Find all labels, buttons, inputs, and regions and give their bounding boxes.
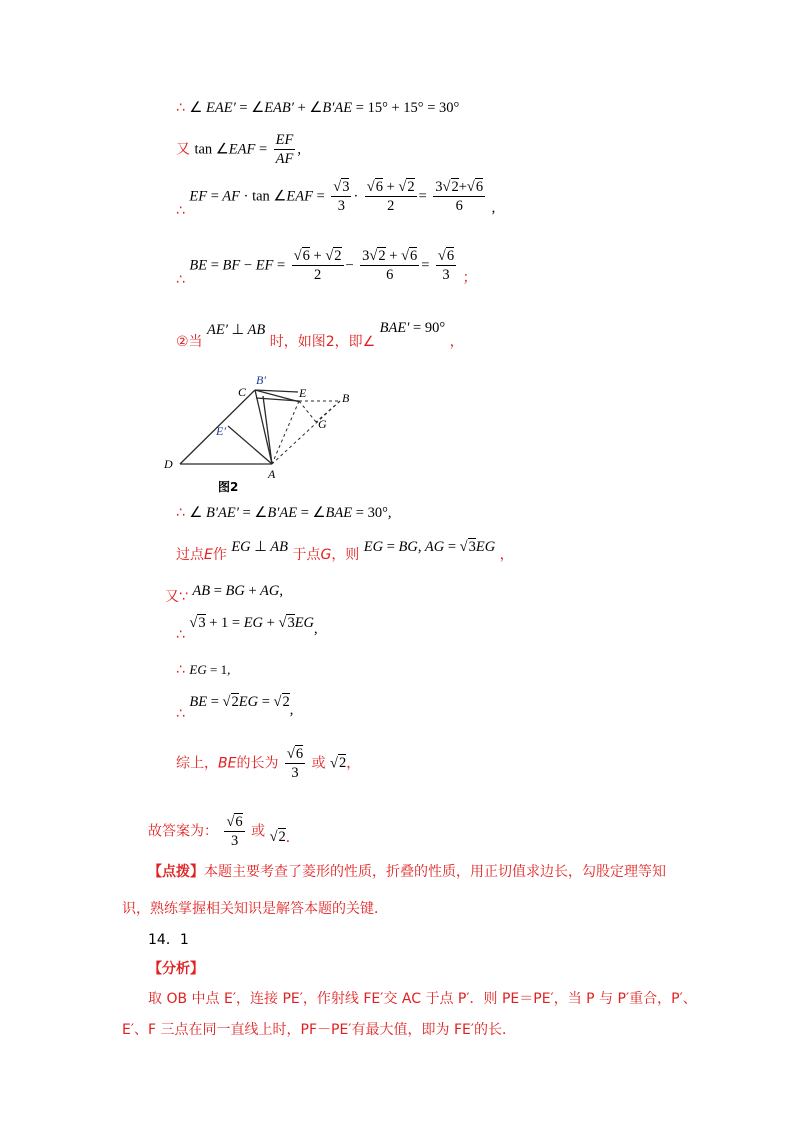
line-7 [176, 539, 514, 563]
point-g: G [320, 547, 332, 563]
text-zuo: 作 [212, 547, 227, 563]
analysis-text-1: 取 OB 中点 E′，连接 PE′，作射线 FE′交 AC 于点 P′．则 PE＝PE′，当 P 与 P′重合，P′、 [148, 991, 697, 1007]
analysis-line-1 [148, 992, 697, 1006]
tip-text-1: 本题主要考查了菱形的性质，折叠的性质，用正切值求边长，勾股定理等知 [204, 864, 666, 880]
fraction-ef-af: $\frac{EF}{AF}$ [275, 132, 294, 168]
equation-be-sqrt2: BE = √2EG = √2 [189, 694, 290, 710]
analysis-line-2 [122, 1023, 516, 1037]
text-zong-shang: 综上， [176, 755, 218, 772]
fraction-sqrt6-sqrt2-2b: $\frac{√6 + √2}{2}$ [293, 248, 342, 284]
point-e: E [204, 547, 213, 563]
figure-caption: 图2 [218, 480, 239, 494]
label-d: D [164, 457, 173, 471]
condition-eg-perp-ab: EG ⊥ AB [231, 539, 288, 555]
tip-title: 【点拨】 [148, 864, 204, 880]
analysis-title: 【分析】 [148, 961, 204, 977]
equation-angles-30: ∠ B′AE′ = ∠B′AE = ∠BAE = 30°, [189, 505, 392, 521]
text-yu-dian: 于点 [292, 547, 321, 563]
text-you-because: 又∵ [165, 589, 188, 605]
value-sqrt2: √2 [330, 755, 347, 772]
fraction-sqrt6-sqrt2-2: $\frac{√6 + √2}{2}$ [366, 179, 415, 215]
value-sqrt2-answer: √2 [269, 829, 286, 846]
text-de-chang-wei: 的长为 [236, 755, 279, 772]
line-5 [176, 320, 464, 350]
tip-line-2 [122, 902, 388, 916]
dashed-e-a [272, 401, 299, 464]
fraction-sqrt6-3-summary: $\frac{√6}{3}$ [286, 746, 304, 782]
segment-e-prime-a [228, 426, 272, 464]
semicolon: ； [462, 269, 477, 286]
line-6 [176, 506, 392, 521]
text-ze: ，则 [331, 547, 360, 563]
fraction-3sqrt2-sqrt6-6b: $\frac{3√2 + √6}{6}$ [362, 248, 418, 284]
therefore-symbol: ∴ [176, 100, 185, 116]
therefore-symbol: ∴ [176, 662, 185, 678]
line-3: ∴ EF = AF · tan ∠EAF = $\frac{√3}{3}$ · $\frac{√6 + √2}{2}$ = $\frac{3√2+√6}{6}$ , [176, 179, 496, 219]
equation-eg-1: EG = 1, [189, 662, 231, 677]
therefore-symbol: ∴ [176, 202, 185, 219]
line-8: 又∵ AB = BG + AG, [165, 583, 284, 605]
answer-line [148, 813, 300, 850]
line-1 [176, 101, 459, 116]
case-2-text: 时，如图2，即∠ [269, 334, 376, 350]
label-g: G [318, 417, 327, 431]
question-14-answer: 14．1 [148, 932, 189, 948]
line-11: ∴ BE = √2EG = √2, [176, 694, 294, 722]
label-b: B [342, 391, 350, 405]
answer-label: 故答案为： [148, 823, 218, 840]
equation-sqrt3-plus-1: √3 + 1 = EG + √3EG [189, 615, 315, 631]
dashed-b-a [272, 401, 340, 464]
therefore-symbol: ∴ [176, 627, 185, 643]
period: ． [285, 829, 300, 846]
line-10 [176, 663, 230, 677]
comma: ， [449, 334, 464, 350]
therefore-symbol: ∴ [176, 505, 185, 521]
text-huo: 或 [251, 823, 266, 840]
equation-eg-bg-ag: EG = BG, AG = √3EG [363, 539, 496, 555]
line-12 [176, 745, 360, 782]
text-guo-dian: 过点 [176, 547, 204, 563]
segment-be-label: BE [218, 755, 237, 772]
label-e: E [299, 386, 307, 400]
therefore-symbol: ∴ [176, 706, 185, 722]
analysis-text-2: E′、F 三点在同一直线上时，PF－PE′有最大值，即为 FE′的长． [122, 1022, 517, 1038]
comma: ， [499, 547, 514, 563]
angle-bae-90: BAE′ = 90° [379, 320, 446, 336]
fraction-3sqrt2-sqrt6-6: $\frac{3√2+√6}{6}$ [435, 179, 484, 215]
fraction-sqrt3-3: $\frac{√3}{3}$ [333, 179, 350, 215]
therefore-symbol: ∴ [176, 271, 185, 288]
analysis-title-line [148, 962, 204, 976]
equation-be: BE = BF − EF = [189, 257, 286, 274]
condition-ae-perp-ab: AE′ ⊥ AB [207, 322, 266, 338]
equation-tan: tan ∠EAF = [194, 141, 268, 158]
figure-2-diagram [150, 370, 370, 500]
equation-ef: EF = AF · tan ∠EAF = [189, 188, 325, 205]
equation-ab-sum: AB = BG + AG [192, 583, 280, 599]
case-2-label: ②当 [176, 334, 203, 350]
fraction-sqrt6-3-answer: $\frac{√6}{3}$ [226, 814, 243, 850]
text-huo: 或 [311, 755, 326, 772]
line-9: ∴ √3 + 1 = EG + √3EG, [176, 615, 318, 643]
tip-line-1 [148, 865, 666, 879]
label-b-prime: B′ [256, 373, 266, 387]
dashed-e-g [299, 401, 316, 422]
equation-eae: ∠ EAE′ = ∠EAB′ + ∠B′AE = 15° + 15° = 30° [189, 100, 460, 116]
label-c: C [238, 385, 247, 399]
line-2: 又 tan ∠EAF = $\frac{EF}{AF}$ , [176, 132, 301, 168]
label-a: A [268, 467, 276, 481]
you-label: 又 [176, 141, 190, 158]
question-14 [148, 933, 189, 947]
label-e-prime: E′ [216, 424, 226, 438]
line-4: ∴ BE = BF − EF = $\frac{√6 + √2}{2}$ − $\frac{3√2 + √6}{6}$ = $\frac{√6}{3}$ ； [176, 248, 477, 288]
fraction-sqrt6-3: $\frac{√6}{3}$ [437, 248, 455, 284]
comma: ， [346, 755, 361, 772]
tip-text-2: 识，熟练掌握相关知识是解答本题的关键． [122, 901, 388, 917]
